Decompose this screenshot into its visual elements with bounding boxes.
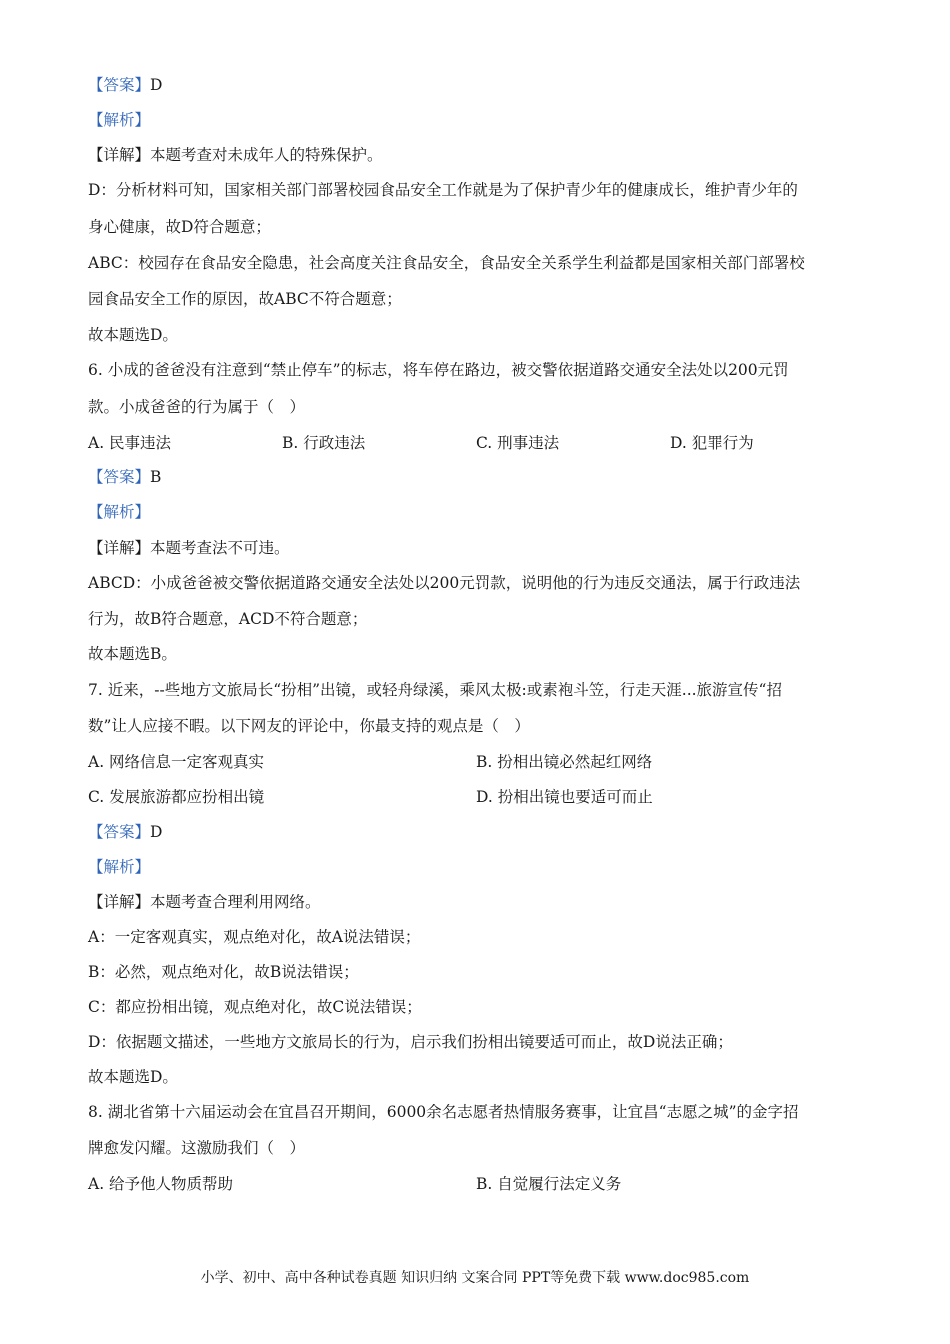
q6-option-c: C. 刑事违法 <box>476 434 560 452</box>
question-8-stem: 8. 湖北省第十六届运动会在宜昌召开期间，6000余名志愿者热情服务赛事，让宜昌“志愿之城”的金字招 <box>88 1103 799 1121</box>
question-7-stem: 7. 近来，--些地方文旅局长“扮相”出镜，或轻舟绿溪，乘风太极:或素袍斗笠，行走天涯...旅游宣传“招 <box>88 681 782 699</box>
q8-option-a: A. 给予他人物质帮助 <box>88 1175 234 1193</box>
q7-option-a: A. 网络信息一定客观真实 <box>88 753 265 771</box>
question-7-stem: 数”让人应接不暇。以下网友的评论中，你最支持的观点是（ ） <box>88 717 530 735</box>
explanation-line: 身心健康，故D符合题意； <box>88 218 271 236</box>
q6-option-d: D. 犯罪行为 <box>670 434 754 452</box>
explanation-line: D：分析材料可知，国家相关部门部署校园食品安全工作就是为了保护青少年的健康成长，维护青少年的 <box>88 181 798 199</box>
analysis-label: 【解析】 <box>88 858 151 876</box>
answer-value: D <box>150 76 163 94</box>
explanation-line: D：依据题文描述，一些地方文旅局长的行为，启示我们扮相出镜要适可而止，故D说法正确； <box>88 1033 733 1051</box>
q6-option-a: A. 民事违法 <box>88 434 172 452</box>
q8-option-b: B. 自觉履行法定义务 <box>476 1175 622 1193</box>
answer-line <box>88 821 162 843</box>
q7-option-d: D. 扮相出镜也要适可而止 <box>476 788 653 806</box>
explanation-line: 故本题选B。 <box>88 645 177 663</box>
explanation-line: ABCD：小成爸爸被交警依据道路交通安全法处以200元罚款，说明他的行为违反交通法，属于行政违法 <box>88 574 801 592</box>
question-6-stem: 款。小成爸爸的行为属于（ ） <box>88 398 306 416</box>
answer-label: 【答案】 <box>88 76 151 94</box>
answer-line <box>88 466 161 488</box>
question-8-stem: 牌愈发闪耀。这激励我们（ ） <box>88 1139 306 1157</box>
explanation-line: 故本题选D。 <box>88 326 178 344</box>
explanation-line: 【详解】本题考查法不可违。 <box>88 539 290 557</box>
explanation-line: 园食品安全工作的原因，故ABC不符合题意； <box>88 290 402 308</box>
explanation-line: 【详解】本题考查对未成年人的特殊保护。 <box>88 146 383 164</box>
answer-label: 【答案】 <box>88 468 151 486</box>
explanation-line: 【详解】本题考查合理利用网络。 <box>88 893 321 911</box>
explanation-line: B：必然，观点绝对化，故B说法错误； <box>88 963 359 981</box>
explanation-line: 故本题选D。 <box>88 1068 178 1086</box>
answer-line <box>88 74 162 96</box>
explanation-line: A：一定客观真实，观点绝对化，故A说法错误； <box>88 928 421 946</box>
explanation-line: ABC：校园存在食品安全隐患，社会高度关注食品安全，食品安全关系学生利益都是国家相关部门部署校 <box>88 254 805 272</box>
q7-option-c: C. 发展旅游都应扮相出镜 <box>88 788 265 806</box>
question-6-stem: 6. 小成的爸爸没有注意到“禁止停车”的标志，将车停在路边，被交警依据道路交通安全法处以200元罚 <box>88 361 789 379</box>
q6-option-b: B. 行政违法 <box>282 434 366 452</box>
answer-value: B <box>150 468 162 486</box>
answer-label: 【答案】 <box>88 823 151 841</box>
page-footer: 小学、初中、高中各种试卷真题 知识归纳 文案合同 PPT等免费下载 www.doc985.com <box>200 1270 750 1286</box>
answer-value: D <box>150 823 163 841</box>
explanation-line: C：都应扮相出镜，观点绝对化，故C说法错误； <box>88 998 422 1016</box>
analysis-label: 【解析】 <box>88 111 151 129</box>
analysis-label: 【解析】 <box>88 503 151 521</box>
explanation-line: 行为，故B符合题意，ACD不符合题意； <box>88 610 368 628</box>
q7-option-b: B. 扮相出镜必然起红网络 <box>476 753 653 771</box>
